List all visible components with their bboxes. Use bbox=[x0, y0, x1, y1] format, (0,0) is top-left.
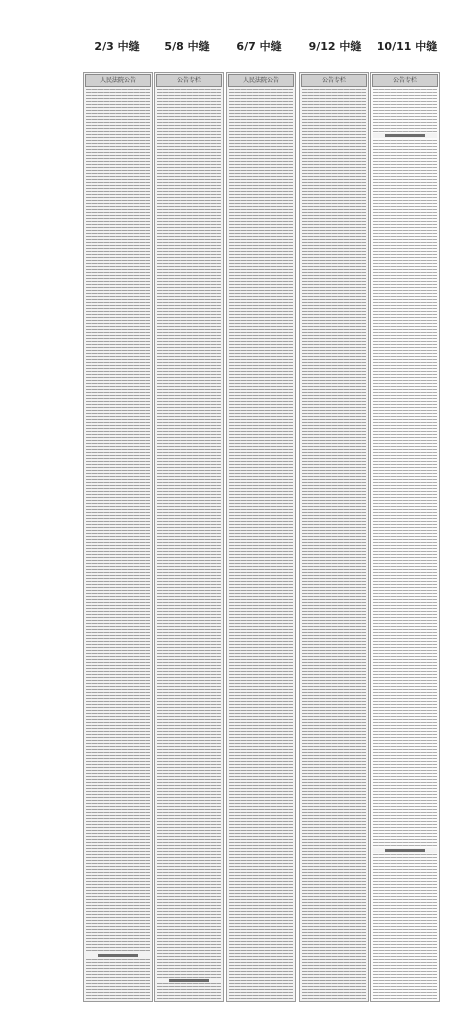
column-text-block bbox=[157, 89, 221, 999]
column-header: 公告专栏 bbox=[156, 74, 222, 87]
column-label-10-11: 10/11 中缝 bbox=[376, 40, 438, 53]
column-text-block bbox=[86, 89, 150, 999]
section-divider bbox=[373, 133, 437, 138]
column-header: 人民法院公告 bbox=[228, 74, 294, 87]
column-label-2-3: 2/3 中缝 bbox=[94, 40, 140, 53]
column-label-row bbox=[0, 38, 450, 58]
newspaper-column-9-12 bbox=[299, 72, 369, 1002]
newspaper-column-6-7 bbox=[226, 72, 296, 1002]
newspaper-column-5-8 bbox=[154, 72, 224, 1002]
column-label-6-7: 6/7 中缝 bbox=[236, 40, 282, 53]
newspaper-column-10-11 bbox=[370, 72, 440, 1002]
section-divider bbox=[373, 848, 437, 853]
column-text-block bbox=[229, 89, 293, 999]
newspaper-column-2-3 bbox=[83, 72, 153, 1002]
column-header: 公告专栏 bbox=[372, 74, 438, 87]
section-divider bbox=[86, 953, 150, 958]
column-label-9-12: 9/12 中缝 bbox=[308, 40, 362, 53]
column-header: 公告专栏 bbox=[301, 74, 367, 87]
column-text-block bbox=[302, 89, 366, 999]
section-divider bbox=[157, 978, 221, 983]
column-label-5-8: 5/8 中缝 bbox=[164, 40, 210, 53]
column-header: 人民法院公告 bbox=[85, 74, 151, 87]
column-text-block bbox=[373, 89, 437, 999]
